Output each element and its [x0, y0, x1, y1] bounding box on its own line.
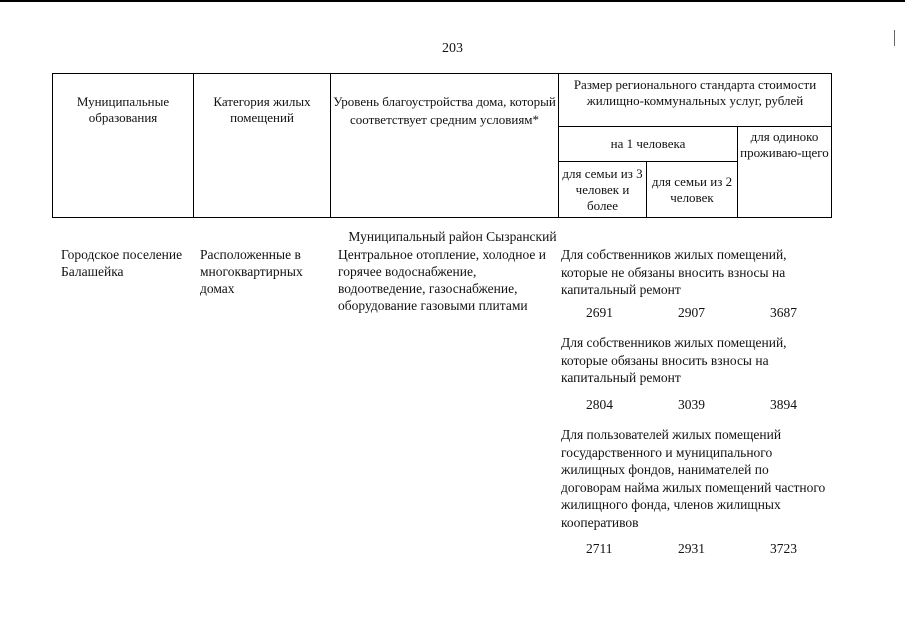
category-cell: Расположенные в многоквартирных домах	[200, 247, 303, 296]
header-level-line1: Уровень благоустройства дома, который	[333, 94, 556, 109]
value-single: 3894	[770, 397, 797, 412]
header-size: Размер регионального стандарта стоимости жилищно-коммунальных услуг, рублей	[559, 74, 832, 127]
header-level-line2: соответствует средним условиям*	[349, 112, 540, 127]
header-family2: для семьи из 2 человек	[647, 162, 738, 218]
level-cell: Центральное отопление, холодное и горячее водоснабжение, водоотведение, газоснабжение, оборудование газовыми плитами	[338, 247, 546, 313]
value-single: 3723	[770, 541, 797, 556]
municipality-cell: Городское поселение Балашейка	[61, 247, 183, 279]
group-note: Для собственников жилых помещений, которые не обязаны вносить взносы на капитальный ремонт	[561, 247, 787, 297]
header-category: Категория жилых помещений	[194, 74, 331, 218]
value-single: 3687	[770, 305, 797, 320]
header-municipal: Муниципальные образования	[53, 74, 194, 218]
page-number: 203	[442, 41, 463, 56]
group-note: Для пользователей жилых помещений государственного и муниципального жилищных фондов, нанимателей по договорам найма жилых помещений частного жилищного фонда, членов жилищных кооперативов	[561, 427, 826, 530]
value-family3: 2711	[586, 541, 613, 556]
value-family3: 2804	[586, 397, 613, 412]
value-family2: 2931	[678, 541, 705, 556]
header-single: для одиноко проживаю-щего	[738, 127, 832, 218]
header-level	[331, 74, 559, 218]
header-family3: для семьи из 3 человек и более	[559, 162, 647, 218]
header-table	[52, 73, 832, 218]
value-family3: 2691	[586, 305, 613, 320]
top-border	[0, 0, 905, 2]
value-family2: 2907	[678, 305, 705, 320]
group-note: Для собственников жилых помещений, которые обязаны вносить взносы на капитальный ремонт	[561, 335, 787, 385]
district-heading: Муниципальный район Сызранский	[348, 229, 557, 244]
value-family2: 3039	[678, 397, 705, 412]
header-per-person: на 1 человека	[559, 127, 738, 162]
